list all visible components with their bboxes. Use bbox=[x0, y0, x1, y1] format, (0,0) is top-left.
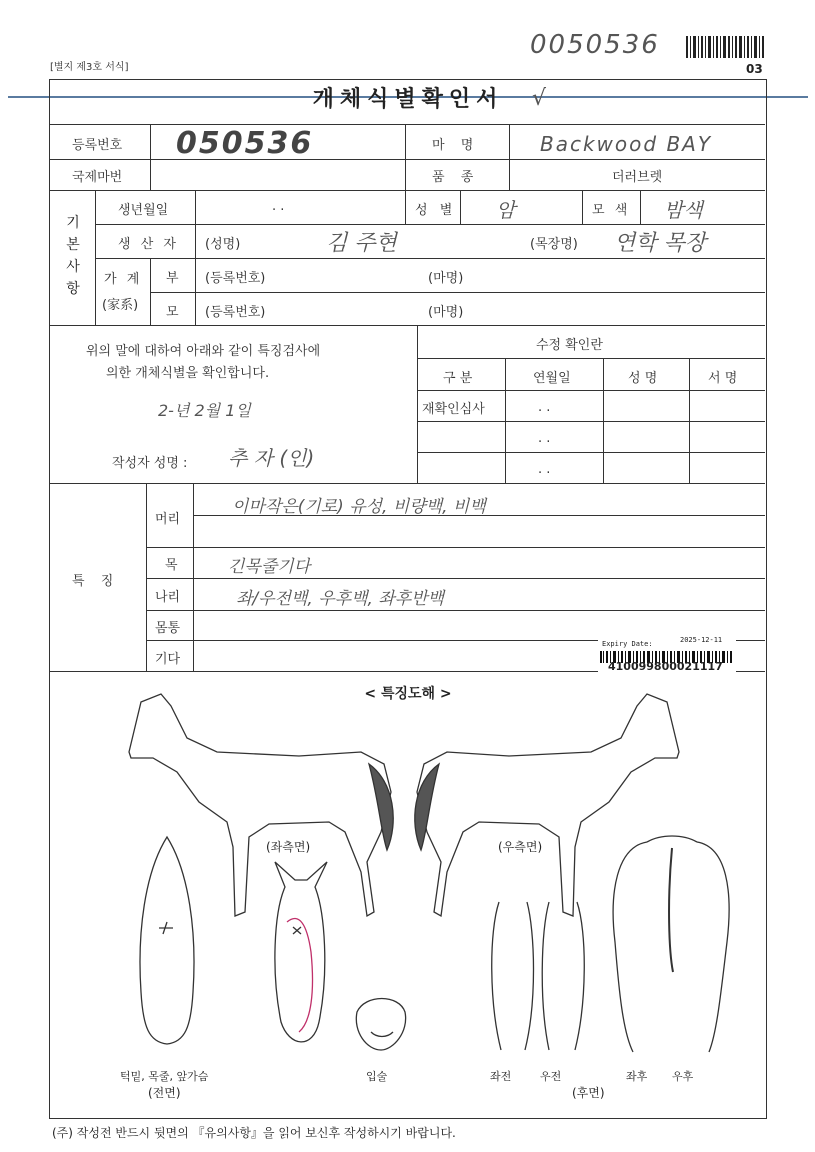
coat-color-value: 밤색 bbox=[664, 198, 703, 222]
intl-no-label: 국제마번 bbox=[72, 170, 123, 185]
revision-header-type: 구 분 bbox=[443, 371, 473, 386]
sire-label: 부 bbox=[166, 271, 179, 286]
head-label: 머리 bbox=[155, 512, 181, 527]
barcode-number: 410099800021117 bbox=[608, 660, 723, 673]
page-code: 03 bbox=[746, 62, 763, 76]
expiry-sticker bbox=[598, 636, 736, 674]
leg-value: 좌/우전백, 우후백, 좌후반백 bbox=[236, 589, 444, 609]
coat-color-label: 모 색 bbox=[592, 203, 631, 218]
revision-row-2-date: . . bbox=[538, 431, 551, 446]
sire-regno-label: (등록번호) bbox=[205, 271, 266, 286]
barcode-icon bbox=[686, 36, 766, 58]
lip-label: 입술 bbox=[366, 1070, 388, 1083]
horse-diagram bbox=[49, 672, 765, 1117]
leg-label: 나리 bbox=[155, 590, 181, 605]
revision-row-1-date: . . bbox=[538, 400, 551, 415]
reg-no-value: 050536 bbox=[176, 126, 314, 161]
right-hind-label: 우후 bbox=[672, 1070, 694, 1083]
family-sub-label: (家系) bbox=[102, 298, 139, 313]
revision-row-1-type: 재확인심사 bbox=[422, 402, 485, 417]
birth-date-label: 생년월일 bbox=[118, 203, 169, 218]
dam-label: 모 bbox=[166, 305, 179, 320]
front-caption: 턱밑, 목줄, 앞가슴 bbox=[120, 1070, 209, 1083]
revision-header-sign: 서 명 bbox=[708, 371, 738, 386]
confirm-date: 2-년 2월 1일 bbox=[158, 401, 251, 420]
producer-name-label: (성명) bbox=[205, 237, 241, 252]
revision-title: 수정 확인란 bbox=[536, 338, 603, 353]
features-section-label: 특 징 bbox=[72, 574, 120, 589]
expiry-value: 2025-12-11 bbox=[680, 636, 723, 644]
right-fore-label: 우전 bbox=[540, 1070, 562, 1083]
right-side-label: (우측면) bbox=[498, 840, 543, 854]
check-mark: √ bbox=[532, 86, 547, 111]
page-title: 개체식별확인서 bbox=[312, 87, 504, 112]
ranch-value: 연학 목장 bbox=[614, 231, 707, 256]
other-label: 기다 bbox=[155, 652, 181, 667]
breed-value: 더러브렛 bbox=[612, 170, 663, 185]
left-fore-label: 좌전 bbox=[490, 1070, 512, 1083]
front-label: (전면) bbox=[148, 1086, 181, 1100]
author-value: 추 자 (인) bbox=[228, 446, 315, 470]
revision-header-name: 성 명 bbox=[628, 371, 658, 386]
birth-date-dots: . . bbox=[272, 199, 285, 214]
head-value: 이마작은(기로) 유성, 비량백, 비백 bbox=[232, 497, 486, 517]
body-label: 몸통 bbox=[155, 621, 181, 636]
sire-name-label: (마명) bbox=[428, 271, 464, 286]
dam-name-label: (마명) bbox=[428, 305, 464, 320]
neck-label: 목 bbox=[165, 558, 178, 573]
revision-header-date: 연월일 bbox=[533, 371, 571, 386]
ranch-label: (목장명) bbox=[530, 237, 578, 252]
footer-note: (주) 작성전 반드시 뒷면의 『유의사항』을 읽어 보신후 작성하시기 바랍니다. bbox=[52, 1126, 456, 1140]
author-label: 작성자 성명 : bbox=[112, 456, 188, 471]
sex-label: 성 별 bbox=[415, 203, 457, 218]
confirm-statement-2: 의한 개체식별을 확인합니다. bbox=[106, 366, 270, 381]
horse-name-label: 마 명 bbox=[432, 138, 480, 153]
form-reference: [별지 제3호 서식] bbox=[50, 62, 129, 73]
sticker-barcode-icon bbox=[600, 648, 732, 660]
left-hind-label: 좌후 bbox=[626, 1070, 648, 1083]
rear-label: (후면) bbox=[572, 1086, 605, 1100]
family-label: 가 계 bbox=[104, 272, 143, 287]
revision-row-3-date: . . bbox=[538, 462, 551, 477]
expiry-label: Expiry Date: bbox=[602, 640, 653, 648]
confirm-statement-1: 위의 말에 대하여 아래와 같이 특징검사에 bbox=[86, 344, 321, 359]
producer-name-value: 김 주현 bbox=[326, 231, 397, 256]
producer-label: 생 산 자 bbox=[118, 237, 179, 252]
horse-name-value: Backwood BAY bbox=[540, 132, 713, 156]
neck-value: 긴목줄기다 bbox=[228, 557, 311, 577]
left-side-label: (좌측면) bbox=[266, 840, 311, 854]
handwritten-number: 0050536 bbox=[530, 30, 660, 60]
diagram-title: < 특징도해 > bbox=[364, 686, 452, 702]
dam-regno-label: (등록번호) bbox=[205, 305, 266, 320]
breed-label: 품 종 bbox=[432, 170, 480, 185]
basic-section-label: 기 본 사 항 bbox=[66, 215, 80, 297]
reg-no-label: 등록번호 bbox=[72, 138, 123, 153]
sex-value: 암 bbox=[496, 198, 516, 222]
